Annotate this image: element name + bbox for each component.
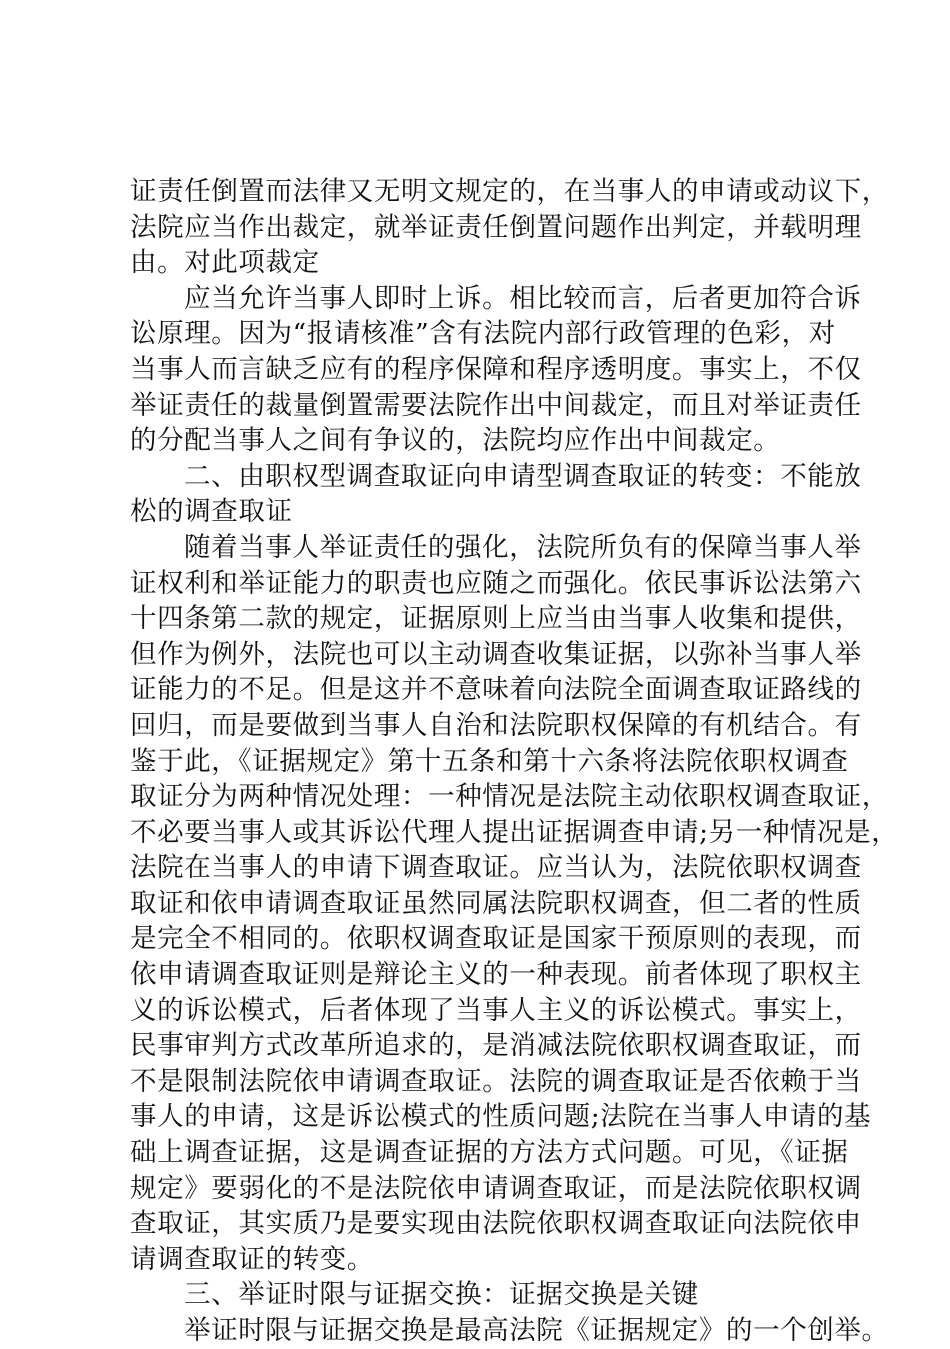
text-line: 法院应当作出裁定，就举证责任倒置问题作出判定，并载明理 (130, 211, 862, 243)
text-line: 随着当事人举证责任的强化，法院所负有的保障当事人举 (184, 531, 862, 563)
text-line: 三、举证时限与证据交换：证据交换是关键 (184, 1279, 699, 1311)
text-line: 松的调查取证 (130, 496, 293, 528)
text-line: 查取证，其实质乃是要实现由法院依职权调查取证向法院依申 (130, 1208, 862, 1240)
text-line: 民事审判方式改革所追求的，是消减法院依职权调查取证，而 (130, 1030, 862, 1062)
text-line: 讼原理。因为“报请核准”含有法院内部行政管理的色彩，对 (130, 318, 836, 350)
text-line: 取证和依申请调查取证虽然同属法院职权调查，但二者的性质 (130, 887, 862, 919)
text-line: 回归，而是要做到当事人自治和法院职权保障的有机结合。有 (130, 709, 862, 741)
text-line: 请调查取证的转变。 (130, 1243, 374, 1275)
text-line: 证能力的不足。但是这并不意味着向法院全面调查取证路线的 (130, 674, 862, 706)
text-line: 二、由职权型调查取证向申请型调查取证的转变：不能放 (184, 460, 862, 492)
text-line: 依申请调查取证则是辩论主义的一种表现。前者体现了职权主 (130, 959, 862, 991)
text-line: 但作为例外，法院也可以主动调查收集证据，以弥补当事人举 (130, 638, 862, 670)
text-line: 规定》要弱化的不是法院依申请调查取证，而是法院依职权调 (130, 1172, 862, 1204)
text-line: 由。对此项裁定 (130, 247, 320, 279)
text-line: 不必要当事人或其诉讼代理人提出证据调查申请;另一种情况是， (130, 816, 899, 848)
text-line: 举证责任的裁量倒置需要法院作出中间裁定，而且对举证责任 (130, 389, 862, 421)
text-line: 法院在当事人的申请下调查取证。应当认为，法院依职权调查 (130, 852, 862, 884)
text-line: 证权利和举证能力的职责也应随之而强化。依民事诉讼法第六 (130, 567, 862, 599)
text-line: 证责任倒置而法律又无明文规定的，在当事人的申请或动议下， (130, 176, 889, 207)
text-line: 举证时限与证据交换是最高法院《证据规定》的一个创举。 (184, 1315, 889, 1346)
text-line: 是完全不相同的。依职权调查取证是国家干预原则的表现，而 (130, 923, 862, 955)
text-line: 取证分为两种情况处理：一种情况是法院主动依职权调查取证， (130, 781, 889, 813)
text-line: 础上调查证据，这是调查证据的方法方式问题。可见，《证据 (130, 1137, 849, 1169)
text-line: 鉴于此，《证据规定》第十五条和第十六条将法院依职权调查 (130, 745, 849, 777)
text-line: 事人的申请，这是诉讼模式的性质问题;法院在当事人申请的基 (130, 1101, 872, 1133)
document-body (130, 174, 899, 1349)
text-line: 十四条第二款的规定，证据原则上应当由当事人收集和提供， (130, 603, 862, 635)
text-line: 当事人而言缺乏应有的程序保障和程序透明度。事实上，不仅 (130, 353, 862, 385)
text-line: 应当允许当事人即时上诉。相比较而言，后者更加符合诉 (184, 282, 862, 314)
text-line: 不是限制法院依申请调查取证。法院的调查取证是否依赖于当 (130, 1065, 862, 1097)
text-line: 义的诉讼模式，后者体现了当事人主义的诉讼模式。事实上， (130, 994, 862, 1026)
text-line: 的分配当事人之间有争议的，法院均应作出中间裁定。 (130, 425, 781, 457)
